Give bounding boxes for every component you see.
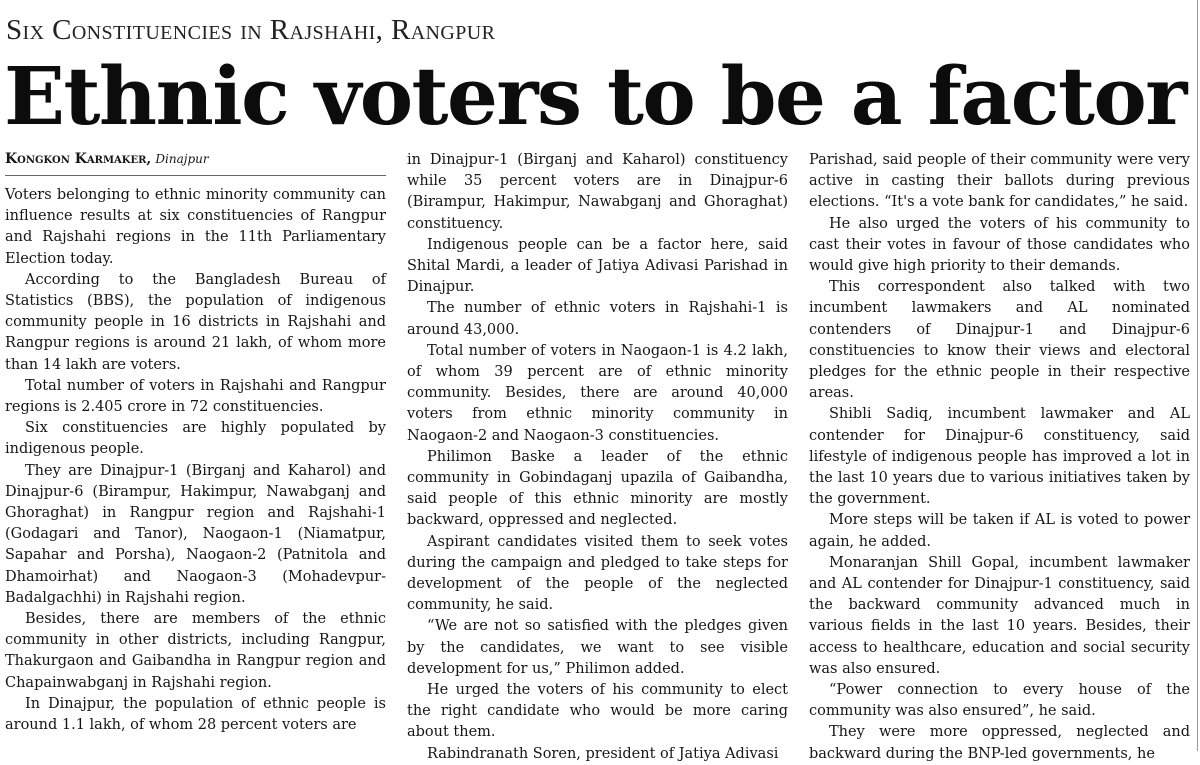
column-2 bbox=[407, 150, 788, 762]
byline bbox=[5, 150, 386, 176]
paragraph: Aspirant candidates visited them to seek votes during the campaign and pledged to take steps for development of the people of the neglected community, he said. bbox=[407, 533, 788, 614]
byline-author: Kongkon Karmaker, bbox=[5, 151, 152, 167]
paragraph: He also urged the voters of his community to cast their votes in favour of those candidates who would give high priority to their demands. bbox=[809, 215, 1190, 275]
paragraph: Total number of voters in Naogaon-1 is 4.2 lakh, of whom 39 percent are of ethnic minority community. Besides, there are around 40,000 voters from ethnic minority community in Naogaon-2 and Naogaon-3 constituencies. bbox=[407, 342, 788, 444]
paragraph: in Dinajpur-1 (Birganj and Kaharol) constituency while 35 percent voters are in Dinajpur-6 (Birampur, Hakimpur, Nawabganj and Ghoraghat) constituency. bbox=[407, 152, 788, 232]
column-1 bbox=[5, 150, 386, 750]
paragraph: Rabindranath Soren, president of Jatiya Adivasi bbox=[427, 745, 779, 762]
byline-place: Dinajpur bbox=[155, 152, 209, 166]
page-edge-rule bbox=[1197, 0, 1198, 751]
paragraph: In Dinajpur, the population of ethnic people is around 1.1 lakh, of whom 28 percent voters are bbox=[5, 695, 386, 734]
paragraph: They are Dinajpur-1 (Birganj and Kaharol) and Dinajpur-6 (Birampur, Hakimpur, Nawabganj and Ghoraghat) in Rangpur region and Rajshahi-1 (Godagari and Tanor), Naogaon-1 (Niamatpur, Sapahar and Porsha), Naogaon-2 (Patnitola and Dhamoirhat) and Naogaon-3 (Mohadevpur-Badalgachhi) in Rajshahi region. bbox=[5, 462, 386, 606]
paragraph: He urged the voters of his community to elect the right candidate who would be more caring about them. bbox=[407, 682, 788, 741]
article-headline: Ethnic voters to be a factor bbox=[4, 49, 1186, 143]
article-kicker: Six Constituencies in Rajshahi, Rangpur bbox=[6, 14, 496, 46]
paragraph: Indigenous people can be a factor here, said Shital Mardi, a leader of Jatiya Adivasi Parishad in Dinajpur. bbox=[407, 236, 788, 296]
paragraph: They were more oppressed, neglected and backward during the BNP-led governments, he bbox=[809, 724, 1190, 762]
paragraph: The number of ethnic voters in Rajshahi-1 is around 43,000. bbox=[407, 300, 788, 338]
paragraph: Philimon Baske a leader of the ethnic community in Gobindaganj upazila of Gaibandha, said people of this ethnic minority are mostly backward, oppressed and neglected. bbox=[407, 448, 788, 529]
paragraph: Total number of voters in Rajshahi and Rangpur regions is 2.405 crore in 72 constituencies. bbox=[5, 377, 386, 416]
paragraph: Besides, there are members of the ethnic community in other districts, including Rangpur, Thakurgaon and Gaibandha in Rangpur region and Chapainwabganj in Rajshahi region. bbox=[5, 611, 386, 691]
paragraph: This correspondent also talked with two incumbent lawmakers and AL nominated contenders of Dinajpur-1 and Dinajpur-6 constituencies to know their views and electoral pledges for the ethnic people in their respective areas. bbox=[809, 279, 1190, 402]
paragraph: Six constituencies are highly populated by indigenous people. bbox=[5, 420, 386, 458]
column-3 bbox=[809, 150, 1190, 762]
paragraph: Voters belonging to ethnic minority community can influence results at six constituencies of Rangpur and Rajshahi regions in the 11th Parliamentary Election today. bbox=[5, 187, 386, 267]
paragraph: According to the Bangladesh Bureau of Statistics (BBS), the population of indigenous community people in 16 districts in Rajshahi and Rangpur regions is around 21 lakh, of whom more than 14 lakh are voters. bbox=[5, 271, 386, 373]
paragraph: “Power connection to every house of the community was also ensured”, he said. bbox=[809, 682, 1190, 720]
paragraph: More steps will be taken if AL is voted to power again, he added. bbox=[809, 512, 1190, 550]
article-body bbox=[5, 150, 1190, 762]
paragraph: Monaranjan Shill Gopal, incumbent lawmaker and AL contender for Dinajpur-1 constituency, said the backward community advanced much in various fields in the last 10 years. Besides, their access to healthcare, education and social security was also ensured. bbox=[809, 554, 1190, 677]
paragraph: “We are not so satisfied with the pledges given by the candidates, we want to see visible development for us,” Philimon added. bbox=[407, 618, 788, 677]
paragraph: Shibli Sadiq, incumbent lawmaker and AL contender for Dinajpur-6 constituency, said lifestyle of indigenous people has improved a lot in the last 10 years due to various initiatives taken by the government. bbox=[809, 406, 1190, 508]
paragraph: Parishad, said people of their community were very active in casting their ballots during previous elections. “It's a vote bank for candidates,” he said. bbox=[809, 152, 1190, 211]
